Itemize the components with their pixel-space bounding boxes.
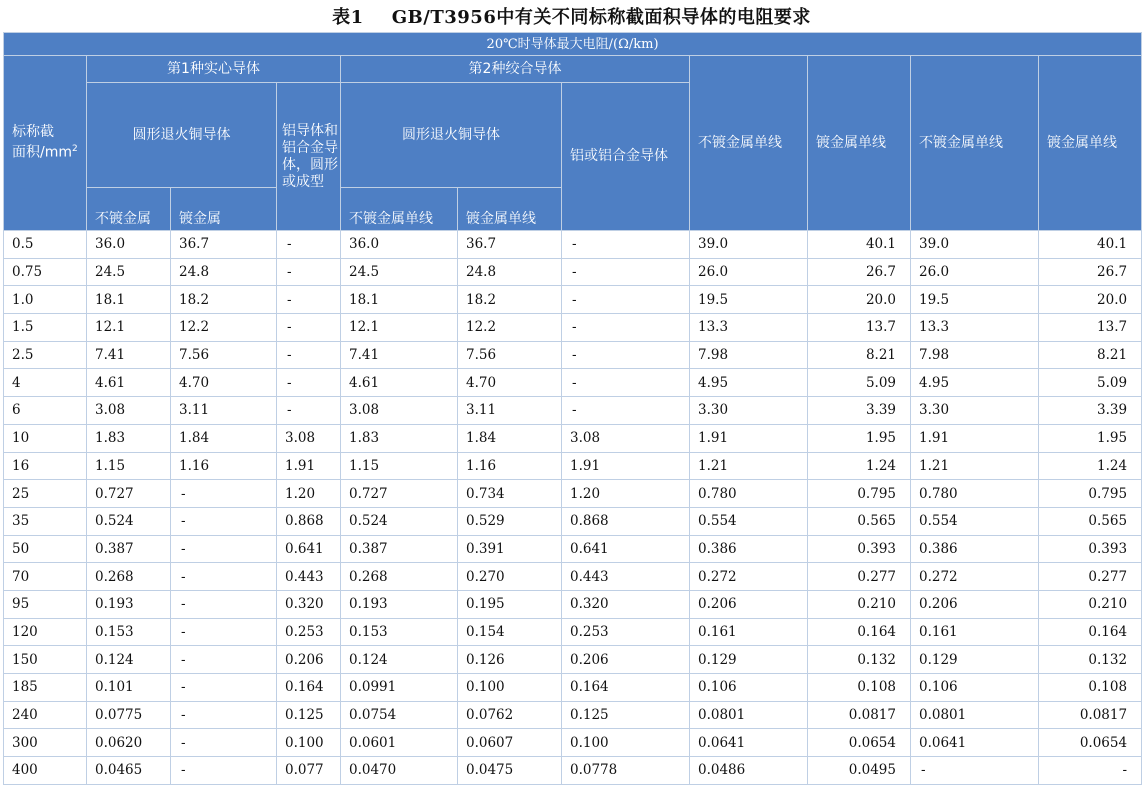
resistance-cell: -	[171, 480, 277, 508]
nominal-area-cell: 240	[4, 701, 87, 729]
resistance-cell: 0.193	[87, 590, 171, 618]
resistance-cell: 0.780	[911, 480, 1039, 508]
resistance-cell: 0.734	[458, 480, 562, 508]
resistance-cell: 20.0	[1039, 286, 1142, 314]
resistance-cell: -	[277, 397, 341, 425]
resistance-cell: 0.164	[1039, 618, 1142, 646]
resistance-cell: 0.529	[458, 507, 562, 535]
resistance-cell: 24.8	[458, 258, 562, 286]
resistance-cell: -	[562, 314, 690, 342]
resistance-cell: 0.391	[458, 535, 562, 563]
table-caption	[0, 0, 1143, 32]
resistance-cell: 0.253	[562, 618, 690, 646]
resistance-cell: 1.15	[87, 452, 171, 480]
resistance-cell: 18.2	[171, 286, 277, 314]
resistance-cell: 0.554	[690, 507, 808, 535]
resistance-cell: 1.16	[458, 452, 562, 480]
resistance-cell: 3.39	[808, 397, 911, 425]
resistance-cell: 0.443	[562, 563, 690, 591]
resistance-cell: 0.124	[87, 646, 171, 674]
resistance-cell: 0.0475	[458, 757, 562, 785]
nominal-area-cell: 50	[4, 535, 87, 563]
resistance-cell: 3.08	[562, 424, 690, 452]
header-c2-round-annealed-copper: 圆形退火铜导体	[341, 83, 562, 188]
resistance-cell: -	[171, 646, 277, 674]
resistance-cell: 12.1	[87, 314, 171, 342]
resistance-cell: 0.868	[277, 507, 341, 535]
table-row	[4, 231, 1142, 259]
table-row	[4, 369, 1142, 397]
resistance-cell: 8.21	[1039, 341, 1142, 369]
resistance-cell: -	[277, 231, 341, 259]
resistance-cell: 12.2	[458, 314, 562, 342]
nominal-area-cell: 16	[4, 452, 87, 480]
resistance-cell: -	[171, 757, 277, 785]
resistance-cell: 0.386	[690, 535, 808, 563]
table-row	[4, 480, 1142, 508]
resistance-cell: 1.21	[911, 452, 1039, 480]
resistance-cell: 0.164	[808, 618, 911, 646]
resistance-cell: 3.11	[458, 397, 562, 425]
resistance-cell: 4.70	[458, 369, 562, 397]
resistance-cell: 26.0	[690, 258, 808, 286]
nominal-area-cell: 185	[4, 674, 87, 702]
header-c2-aluminium: 铝或铝合金导体	[562, 83, 690, 231]
resistance-cell: 0.125	[277, 701, 341, 729]
resistance-cell: 19.5	[690, 286, 808, 314]
resistance-cell: 12.2	[171, 314, 277, 342]
resistance-cell: 0.164	[277, 674, 341, 702]
resistance-cell: 36.7	[171, 231, 277, 259]
resistance-cell: 0.154	[458, 618, 562, 646]
resistance-cell: 4.95	[690, 369, 808, 397]
resistance-cell: 0.0775	[87, 701, 171, 729]
resistance-cell: 0.387	[341, 535, 458, 563]
resistance-cell: 0.565	[808, 507, 911, 535]
resistance-cell: 0.277	[808, 563, 911, 591]
table-body	[4, 231, 1142, 785]
nominal-area-cell: 10	[4, 424, 87, 452]
nominal-area-cell: 95	[4, 590, 87, 618]
resistance-cell: 0.129	[690, 646, 808, 674]
resistance-cell: 0.268	[87, 563, 171, 591]
resistance-cell: 0.387	[87, 535, 171, 563]
resistance-cell: 3.08	[341, 397, 458, 425]
resistance-cell: -	[277, 258, 341, 286]
resistance-cell: 0.161	[911, 618, 1039, 646]
resistance-cell: 12.1	[341, 314, 458, 342]
resistance-cell: 0.0465	[87, 757, 171, 785]
header-c1-coated: 镀金属	[171, 188, 277, 231]
nominal-area-cell: 6	[4, 397, 87, 425]
resistance-cell: 8.21	[808, 341, 911, 369]
resistance-cell: 0.153	[341, 618, 458, 646]
header-c1-round-annealed-copper: 圆形退火铜导体	[87, 83, 277, 188]
resistance-cell: 0.124	[341, 646, 458, 674]
nominal-area-cell: 4	[4, 369, 87, 397]
resistance-cell: -	[562, 369, 690, 397]
resistance-cell: 0.320	[277, 590, 341, 618]
nominal-area-cell: 0.5	[4, 231, 87, 259]
table-row	[4, 424, 1142, 452]
resistance-cell: 0.565	[1039, 507, 1142, 535]
resistance-cell: -	[277, 286, 341, 314]
table-row	[4, 590, 1142, 618]
resistance-cell: 0.727	[87, 480, 171, 508]
resistance-cell: 0.0495	[808, 757, 911, 785]
table-row	[4, 452, 1142, 480]
header-coated-single-2: 镀金属单线	[1039, 56, 1142, 231]
resistance-cell: 0.270	[458, 563, 562, 591]
resistance-cell: 1.20	[562, 480, 690, 508]
table-row	[4, 286, 1142, 314]
nominal-area-cell: 1.0	[4, 286, 87, 314]
table-row	[4, 258, 1142, 286]
resistance-cell: 0.161	[690, 618, 808, 646]
resistance-cell: 0.0620	[87, 729, 171, 757]
header-c2-coated: 镀金属单线	[458, 188, 562, 231]
resistance-cell: 0.100	[458, 674, 562, 702]
table-row	[4, 397, 1142, 425]
resistance-cell: 0.0654	[808, 729, 911, 757]
resistance-cell: 1.84	[171, 424, 277, 452]
nominal-area-cell: 35	[4, 507, 87, 535]
resistance-cell: 0.0801	[911, 701, 1039, 729]
resistance-cell: 7.98	[690, 341, 808, 369]
resistance-cell: 0.125	[562, 701, 690, 729]
table-row	[4, 674, 1142, 702]
header-c1-plain: 不镀金属	[87, 188, 171, 231]
resistance-cell: -	[171, 535, 277, 563]
resistance-cell: 0.206	[562, 646, 690, 674]
resistance-cell: 1.91	[690, 424, 808, 452]
resistance-cell: 1.91	[562, 452, 690, 480]
resistance-cell: 0.0470	[341, 757, 458, 785]
resistance-cell: 0.108	[1039, 674, 1142, 702]
resistance-cell: -	[277, 341, 341, 369]
resistance-cell: -	[171, 590, 277, 618]
resistance-cell: 24.8	[171, 258, 277, 286]
table-row	[4, 618, 1142, 646]
resistance-cell: 0.0817	[1039, 701, 1142, 729]
resistance-cell: 3.08	[87, 397, 171, 425]
resistance-cell: 7.56	[458, 341, 562, 369]
resistance-cell: 18.2	[458, 286, 562, 314]
header-c1-aluminium: 铝导体和铝合金导体，圆形或成型	[277, 83, 341, 231]
resistance-cell: 5.09	[808, 369, 911, 397]
resistance-cell: 0.193	[341, 590, 458, 618]
resistance-cell: 0.0817	[808, 701, 911, 729]
resistance-cell: 0.153	[87, 618, 171, 646]
resistance-cell: 1.21	[690, 452, 808, 480]
nominal-area-cell: 300	[4, 729, 87, 757]
resistance-cell: 7.56	[171, 341, 277, 369]
resistance-cell: 0.126	[458, 646, 562, 674]
resistance-cell: 0.206	[690, 590, 808, 618]
resistance-cell: 0.0601	[341, 729, 458, 757]
resistance-cell: 0.272	[690, 563, 808, 591]
resistance-cell: 4.95	[911, 369, 1039, 397]
resistance-cell: 1.83	[87, 424, 171, 452]
nominal-area-cell: 25	[4, 480, 87, 508]
resistance-cell: 0.132	[808, 646, 911, 674]
resistance-cell: 39.0	[911, 231, 1039, 259]
resistance-cell: 0.795	[1039, 480, 1142, 508]
resistance-cell: 26.0	[911, 258, 1039, 286]
resistance-cell: -	[171, 563, 277, 591]
resistance-cell: -	[562, 341, 690, 369]
header-class2-stranded: 第2种绞合导体	[341, 56, 690, 83]
resistance-cell: -	[171, 674, 277, 702]
table-row	[4, 314, 1142, 342]
table-row	[4, 563, 1142, 591]
resistance-cell: 0.320	[562, 590, 690, 618]
resistance-cell: 3.30	[911, 397, 1039, 425]
resistance-cell: 1.24	[808, 452, 911, 480]
resistance-cell: 0.868	[562, 507, 690, 535]
resistance-cell: -	[171, 729, 277, 757]
resistance-cell: 0.108	[808, 674, 911, 702]
resistance-cell: 0.780	[690, 480, 808, 508]
header-plain-single-1: 不镀金属单线	[690, 56, 808, 231]
resistance-cell: 13.7	[1039, 314, 1142, 342]
table-row	[4, 646, 1142, 674]
resistance-cell: -	[911, 757, 1039, 785]
resistance-cell: 24.5	[87, 258, 171, 286]
resistance-cell: 0.393	[808, 535, 911, 563]
resistance-cell: 36.0	[341, 231, 458, 259]
table-row	[4, 757, 1142, 785]
resistance-cell: 0.524	[87, 507, 171, 535]
resistance-cell: 13.3	[690, 314, 808, 342]
resistance-cell: -	[562, 286, 690, 314]
resistance-cell: 0.727	[341, 480, 458, 508]
resistance-cell: -	[1039, 757, 1142, 785]
header-coated-single-1: 镀金属单线	[808, 56, 911, 231]
nominal-area-cell: 1.5	[4, 314, 87, 342]
resistance-cell: -	[562, 231, 690, 259]
resistance-cell: 0.0762	[458, 701, 562, 729]
caption-label: 表1	[332, 7, 364, 28]
resistance-cell: 39.0	[690, 231, 808, 259]
resistance-cell: 3.30	[690, 397, 808, 425]
resistance-cell: 13.7	[808, 314, 911, 342]
resistance-cell: 1.91	[911, 424, 1039, 452]
resistance-cell: 18.1	[341, 286, 458, 314]
resistance-cell: 3.08	[277, 424, 341, 452]
resistance-cell: 0.641	[562, 535, 690, 563]
resistance-cell: -	[277, 369, 341, 397]
header-class1-solid: 第1种实心导体	[87, 56, 341, 83]
resistance-cell: 0.0641	[911, 729, 1039, 757]
table-row	[4, 729, 1142, 757]
nominal-area-cell: 70	[4, 563, 87, 591]
nominal-area-cell: 120	[4, 618, 87, 646]
nominal-area-cell: 0.75	[4, 258, 87, 286]
header-c2-plain: 不镀金属单线	[341, 188, 458, 231]
resistance-cell: 0.641	[277, 535, 341, 563]
resistance-cell: 0.195	[458, 590, 562, 618]
resistance-cell: 0.0486	[690, 757, 808, 785]
resistance-cell: 1.84	[458, 424, 562, 452]
resistance-cell: 1.20	[277, 480, 341, 508]
header-plain-single-2: 不镀金属单线	[911, 56, 1039, 231]
resistance-cell: 1.15	[341, 452, 458, 480]
resistance-cell: 3.39	[1039, 397, 1142, 425]
resistance-cell: 0.100	[562, 729, 690, 757]
resistance-cell: 7.98	[911, 341, 1039, 369]
resistance-cell: 0.077	[277, 757, 341, 785]
resistance-cell: 0.206	[911, 590, 1039, 618]
resistance-cell: 0.106	[690, 674, 808, 702]
resistance-cell: 36.0	[87, 231, 171, 259]
resistance-cell: 0.210	[808, 590, 911, 618]
resistance-table	[3, 32, 1142, 785]
table-header	[4, 33, 1142, 231]
resistance-cell: 0.386	[911, 535, 1039, 563]
resistance-cell: 4.61	[341, 369, 458, 397]
resistance-cell: 0.277	[1039, 563, 1142, 591]
resistance-cell: 18.1	[87, 286, 171, 314]
resistance-cell: 4.61	[87, 369, 171, 397]
resistance-cell: 26.7	[1039, 258, 1142, 286]
resistance-cell: 0.554	[911, 507, 1039, 535]
resistance-cell: 0.272	[911, 563, 1039, 591]
resistance-cell: 1.95	[808, 424, 911, 452]
resistance-cell: 0.393	[1039, 535, 1142, 563]
resistance-cell: 0.443	[277, 563, 341, 591]
resistance-cell: 0.0991	[341, 674, 458, 702]
resistance-cell: 40.1	[1039, 231, 1142, 259]
resistance-cell: 26.7	[808, 258, 911, 286]
resistance-cell: 40.1	[808, 231, 911, 259]
resistance-cell: -	[562, 258, 690, 286]
resistance-cell: 0.210	[1039, 590, 1142, 618]
resistance-cell: 1.91	[277, 452, 341, 480]
nominal-area-cell: 150	[4, 646, 87, 674]
resistance-cell: 36.7	[458, 231, 562, 259]
resistance-cell: 0.795	[808, 480, 911, 508]
resistance-cell: 1.83	[341, 424, 458, 452]
resistance-cell: 0.0754	[341, 701, 458, 729]
caption-title: GB/T3956中有关不同标称截面积导体的电阻要求	[391, 7, 811, 28]
resistance-cell: 24.5	[341, 258, 458, 286]
resistance-cell: -	[171, 507, 277, 535]
resistance-cell: 1.24	[1039, 452, 1142, 480]
resistance-cell: 19.5	[911, 286, 1039, 314]
resistance-cell: 4.70	[171, 369, 277, 397]
nominal-area-cell: 400	[4, 757, 87, 785]
table-row	[4, 341, 1142, 369]
resistance-cell: 0.164	[562, 674, 690, 702]
resistance-cell: 0.0654	[1039, 729, 1142, 757]
resistance-cell: 13.3	[911, 314, 1039, 342]
resistance-cell: 0.106	[911, 674, 1039, 702]
resistance-cell: 3.11	[171, 397, 277, 425]
resistance-cell: 0.0778	[562, 757, 690, 785]
resistance-cell: 7.41	[87, 341, 171, 369]
resistance-cell: -	[171, 701, 277, 729]
resistance-cell: 0.129	[911, 646, 1039, 674]
resistance-cell: 0.101	[87, 674, 171, 702]
resistance-cell: 0.206	[277, 646, 341, 674]
resistance-cell: 0.253	[277, 618, 341, 646]
resistance-cell: 0.0607	[458, 729, 562, 757]
resistance-cell: 1.16	[171, 452, 277, 480]
resistance-cell: 0.524	[341, 507, 458, 535]
header-max-resistance: 20℃时导体最大电阻/(Ω/km)	[4, 33, 1142, 56]
resistance-cell: 0.0801	[690, 701, 808, 729]
nominal-area-cell: 2.5	[4, 341, 87, 369]
table-row	[4, 507, 1142, 535]
resistance-cell: 1.95	[1039, 424, 1142, 452]
resistance-cell: -	[171, 618, 277, 646]
resistance-cell: -	[562, 397, 690, 425]
resistance-cell: 7.41	[341, 341, 458, 369]
resistance-cell: 0.132	[1039, 646, 1142, 674]
resistance-cell: 5.09	[1039, 369, 1142, 397]
resistance-cell: 0.100	[277, 729, 341, 757]
resistance-cell: 0.0641	[690, 729, 808, 757]
table-row	[4, 701, 1142, 729]
header-nominal-area: 标称截 面积$/mm^2$	[4, 56, 87, 231]
table-row	[4, 535, 1142, 563]
resistance-cell: 0.268	[341, 563, 458, 591]
resistance-cell: -	[277, 314, 341, 342]
resistance-cell: 20.0	[808, 286, 911, 314]
